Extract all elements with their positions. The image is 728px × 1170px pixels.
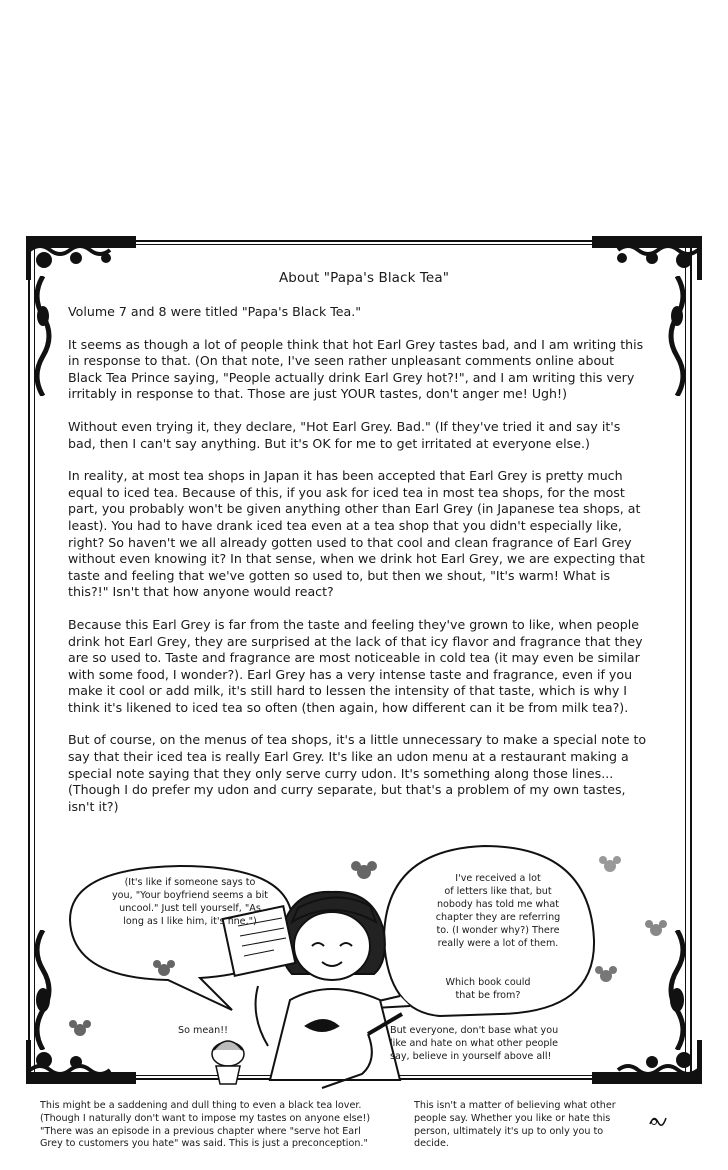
caption-right: This isn't a matter of believing what other people say. Whether you like or hate this person, ultimately it's up to only you to decide.	[414, 1100, 616, 1150]
paragraph: But of course, on the menus of tea shops, it's a little unnecessary to make a special note to say that their iced tea is really Earl Grey. It's like an udon menu at a restaurant making a special note saying that they only serve curry udon. It's something along those lines... (Though I do prefer my udon and curry separate, but that's a problem of my own tastes, isn't it?)	[68, 732, 647, 814]
bubble-question-text: Which book could that be from?	[445, 977, 531, 1001]
bubble-left-text: (It's like if someone says to you, "Your boyfriend seems a bit uncool." Just tell yourself, "As long as I like him, it's fine.")	[111, 877, 269, 927]
paragraph: Volume 7 and 8 were titled "Papa's Black Tea."	[68, 304, 362, 319]
page-title: About "Papa's Black Tea"	[278, 270, 450, 286]
paragraph: It seems as though a lot of people think that hot Earl Grey tastes bad, and I am writing this in response to that. (On that note, I've seen rather unpleasant comments online about Black Tea Prince saying, "People actually drink Earl Grey hot?!", and I am writing this very irritably in response to that. Those are just YOUR tastes, don't anger me! Ugh!)	[68, 336, 644, 402]
bottom-right-bubble-text: But everyone, don't base what you like and hate on what other people say, believe in yourself above all!	[390, 1025, 559, 1062]
paragraph: Without even trying it, they declare, "Hot Earl Grey. Bad." (If they've tried it and say it's bad, then I can't say anything. But it's OK for me to get irritated at everyone else.)	[68, 418, 621, 451]
signature-doodle-icon	[648, 1114, 668, 1128]
paragraph: In reality, at most tea shops in Japan it has been accepted that Earl Grey is pretty much equal to iced tea. Because of this, if you ask for iced tea in most tea shops, for the most part, you probably won't be given anything other than Earl Grey (in Japanese tea shops, at least). You had to have drank iced tea even at a tea shop that you didn't especially like, right? So haven't we all already gotten used to that cool and clean fragrance of Earl Grey without even knowing it? In that sense, when we drink hot Earl Grey, we are expecting that taste and feeling that we've gotten so used to, but then we shout, "It's warm! What is this?!" Isn't that how anyone would react?	[68, 468, 645, 600]
caption-left: This might be a saddening and dull thing to even a black tea lover. (Though I naturally don't want to impose my tastes on anyone else!) "There was an episode in a previous chapter where "serve hot Earl Grey to customers you hate" was said. This is just a preconception."	[40, 1100, 371, 1150]
paragraph: Because this Earl Grey is far from the taste and feeling they've grown to like, when people drink hot Earl Grey, they are surprised at the lack of that icy flavor and fragrance that they are so used to. Taste and fragrance are most noticeable in cold tea (it may even be similar with some food, I wonder?). Earl Grey has a very intense taste and fragrance, even if you make it cool or add milk, it's still hard to lessen the intensity of that taste, which is why I think it's likened to iced tea so often (then again, how different can it be from milk tea?).	[68, 616, 643, 715]
bubble-right-text: I've received a lot of letters like that, but nobody has told me what chapter they are referring to. (I wonder why?) There really were a lot of them.	[435, 873, 561, 949]
small-character	[212, 1041, 244, 1084]
so-mean-text: So mean!!	[178, 1025, 228, 1036]
